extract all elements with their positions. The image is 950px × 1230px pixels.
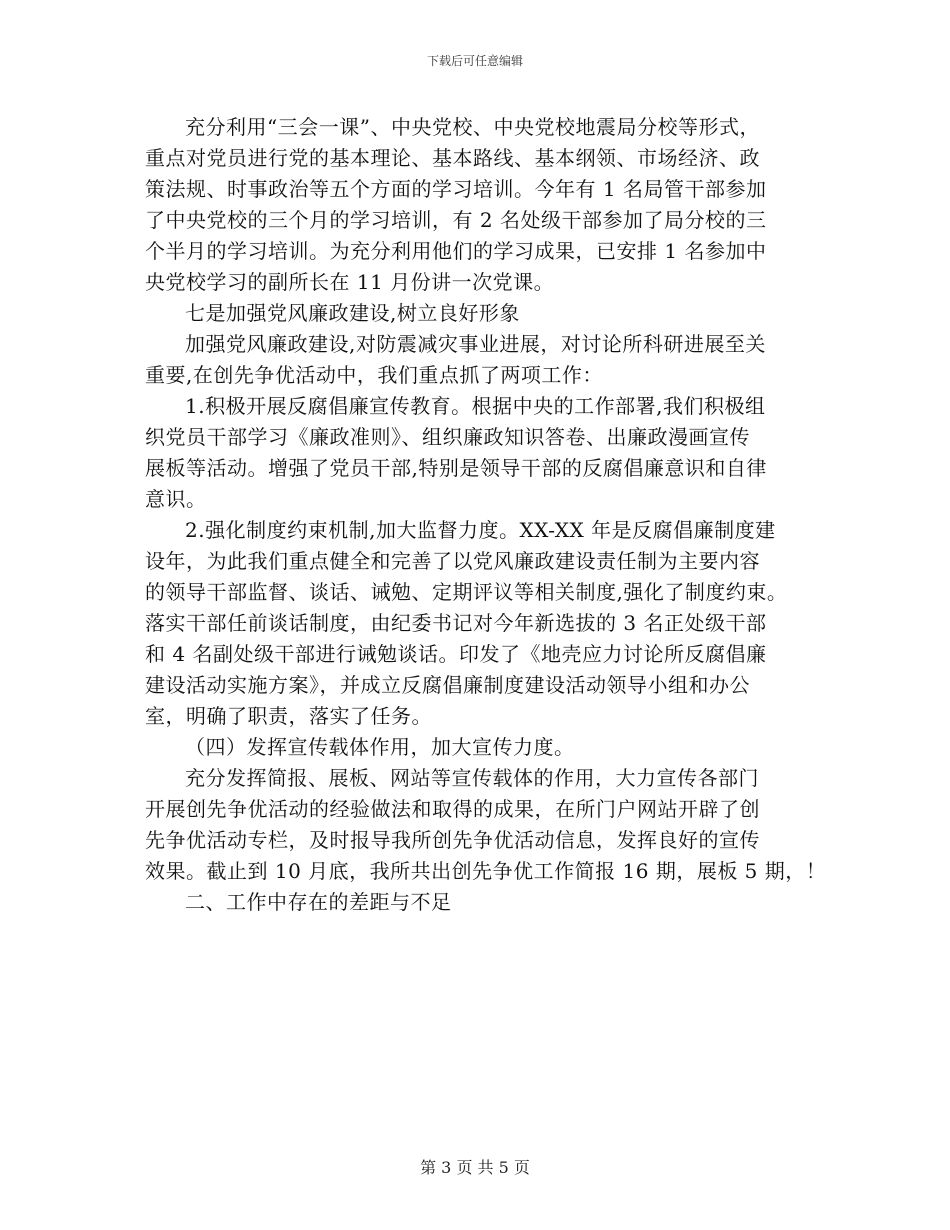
- text-line: （四）发挥宣传载体作用，加大宣传力度。: [185, 735, 575, 759]
- text-line: 建设活动实施方案》，并成立反腐倡廉制度建设活动领导小组和办公: [145, 673, 750, 697]
- text-line: 室，明确了职责，落实了任务。: [145, 704, 432, 728]
- text-line: 重要,在创先争优活动中，我们重点抓了两项工作：: [145, 363, 603, 387]
- text-line: 重点对党员进行党的基本理论、基本路线、基本纲领、市场经济、政: [145, 146, 760, 170]
- text-line: 充分发挥简报、展板、网站等宣传载体的作用，大力宣传各部门: [185, 766, 759, 790]
- text-line: 落实干部任前谈话制度，由纪委书记对今年新选拔的 3 名正处级干部: [145, 611, 767, 635]
- text-line: 加强党风廉政建设,对防震减灾事业进展，对讨论所科研进展至关: [185, 332, 766, 356]
- text-line: 充分利用“三会一课”、中央党校、中央党校地震局分校等形式，: [185, 115, 760, 139]
- text-line: 了中央党校的三个月的学习培训，有 2 名处级干部参加了局分校的三: [145, 208, 767, 232]
- text-line: 的领导干部监督、谈话、诫勉、定期评议等相关制度,强化了制度约束。: [145, 580, 788, 604]
- text-line: 效果。截止到 10 月底，我所共出创先争优工作简报 16 期，展板 5 期，！: [145, 859, 827, 883]
- text-line: 展板等活动。增强了党员干部,特别是领导干部的反腐倡廉意识和自律: [145, 456, 767, 480]
- text-line: 意识。: [145, 487, 207, 511]
- text-line: 设年，为此我们重点健全和完善了以党风廉政建设责任制为主要内容: [145, 549, 760, 573]
- text-line: 先争优活动专栏，及时报导我所创先争优活动信息，发挥良好的宣传: [145, 828, 760, 852]
- text-line: 2.强化制度约束机制,加大监督力度。XX-XX 年是反腐倡廉制度建: [185, 518, 776, 542]
- body-text: [145, 112, 835, 918]
- text-line: 和 4 名副处级干部进行诫勉谈话。印发了《地壳应力讨论所反腐倡廉: [145, 642, 767, 666]
- page-header: 下载后可任意编辑: [426, 54, 523, 68]
- text-line: 央党校学习的副所长在 11 月份讲一次党课。: [145, 270, 555, 294]
- document-body: [145, 112, 835, 918]
- text-line: 1.积极开展反腐倡廉宣传教育。根据中央的工作部署,我们积极组: [185, 394, 766, 418]
- text-line: 个半月的学习培训。为充分利用他们的学习成果，已安排 1 名参加中: [145, 239, 767, 263]
- text-line: 二、工作中存在的差距与不足: [185, 890, 452, 914]
- text-line: 策法规、时事政治等五个方面的学习培训。今年有 1 名局管干部参加: [145, 177, 767, 201]
- text-line: 织党员干部学习《廉政准则》、组织廉政知识答卷、出廉政漫画宣传: [145, 425, 750, 449]
- text-line: 开展创先争优活动的经验做法和取得的成果，在所门户网站开辟了创: [145, 797, 760, 821]
- text-line: 七是加强党风廉政建设,树立良好形象: [185, 301, 520, 325]
- page-footer: 第 3 页 共 5 页: [420, 1158, 530, 1177]
